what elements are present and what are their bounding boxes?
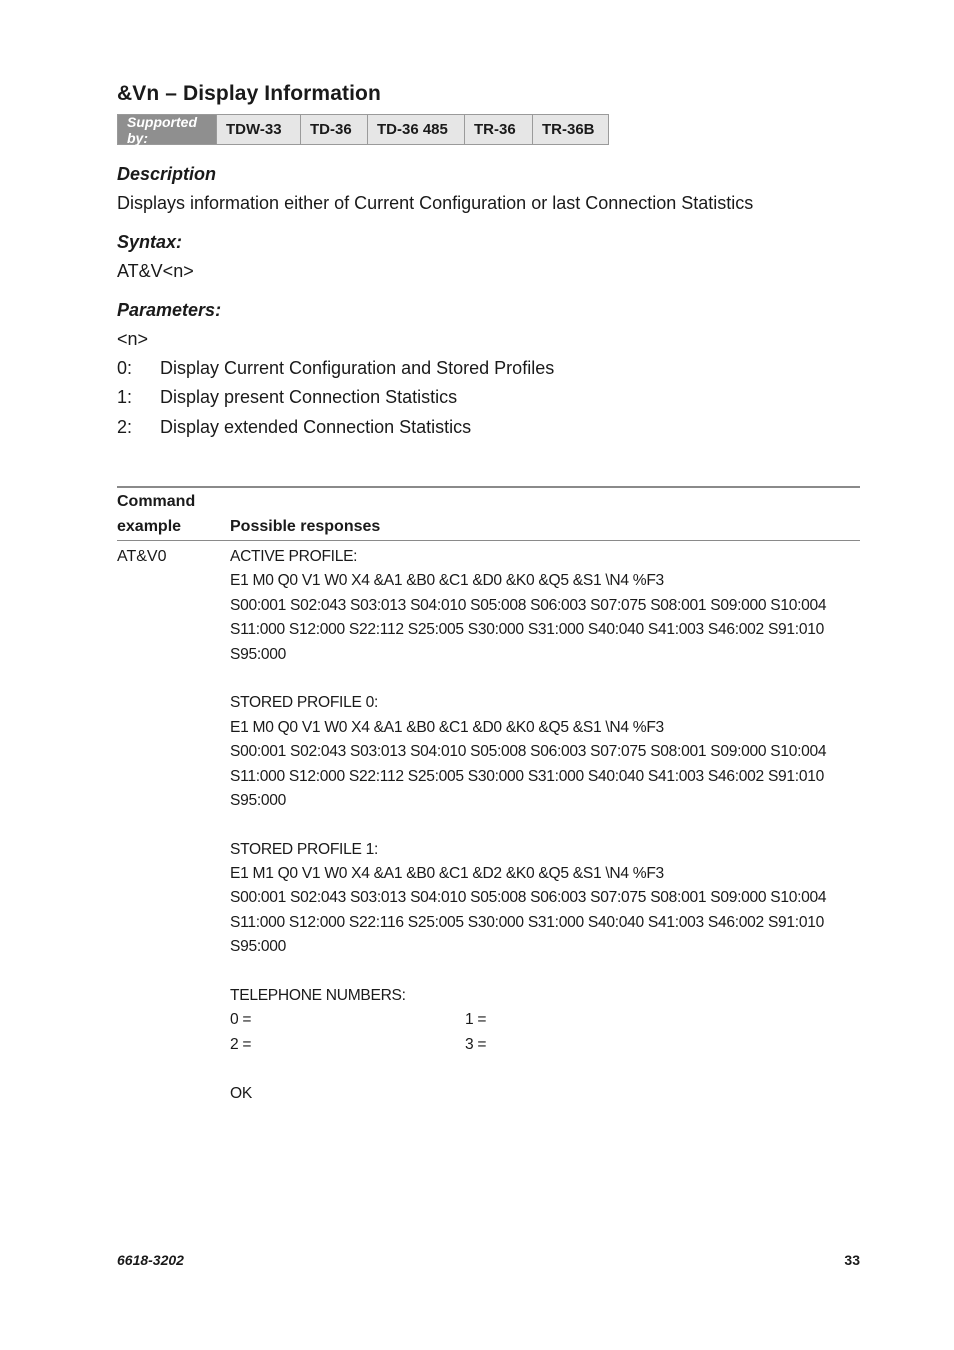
- telephone-slot: 2 =: [230, 1035, 252, 1053]
- response-line: E1 M1 Q0 V1 W0 X4 &A1 &B0 &C1 &D2 &K0 &Q5 &S1 \N4 %F3: [230, 865, 664, 883]
- page-title: &Vn – Display Information: [117, 82, 381, 105]
- response-line: S00:001 S02:043 S03:013 S04:010 S05:008 S06:003 S07:075 S08:001 S09:000 S10:004: [230, 596, 827, 614]
- supported-model: TR-36B: [532, 115, 608, 144]
- response-line: S95:000: [230, 938, 286, 956]
- response-line: S00:001 S02:043 S03:013 S04:010 S05:008 S06:003 S07:075 S08:001 S09:000 S10:004: [230, 743, 827, 761]
- header-line: example: [117, 518, 182, 535]
- response-block: [230, 545, 860, 1106]
- response-line: STORED PROFILE 0:: [230, 694, 378, 712]
- response-ok: OK: [230, 1084, 252, 1102]
- command-example: AT&V0: [117, 548, 167, 565]
- parameter-key: 1:: [117, 387, 133, 407]
- table-header-responses: Possible responses: [230, 518, 381, 535]
- telephone-row: [230, 1008, 860, 1032]
- syntax-heading: Syntax:: [117, 232, 183, 252]
- description-heading: Description: [117, 164, 217, 184]
- page-number: 33: [844, 1252, 860, 1268]
- supported-model: TD-36: [300, 115, 367, 144]
- description-text: Displays information either of Current Configuration or last Connection Statistics: [117, 193, 754, 213]
- telephone-row: [230, 1033, 860, 1057]
- response-line: S11:000 S12:000 S22:112 S25:005 S30:000 S31:000 S40:040 S41:003 S46:002 S91:010: [230, 621, 824, 639]
- spacer: [230, 1057, 860, 1081]
- supported-model: TR-36: [464, 115, 532, 144]
- parameter-item: [117, 417, 471, 438]
- response-line: S11:000 S12:000 S22:116 S25:005 S30:000 S31:000 S40:040 S41:003 S46:002 S91:010: [230, 913, 824, 931]
- spacer: [230, 667, 860, 691]
- document-number: 6618-3202: [117, 1252, 184, 1268]
- response-lines: [230, 545, 860, 1008]
- response-line: STORED PROFILE 1:: [230, 840, 378, 858]
- parameter-item: [117, 358, 554, 379]
- response-line: S95:000: [230, 791, 286, 809]
- response-line: S00:001 S02:043 S03:013 S04:010 S05:008 S06:003 S07:075 S08:001 S09:000 S10:004: [230, 889, 827, 907]
- syntax-text: AT&V<n>: [117, 261, 194, 281]
- response-line: E1 M0 Q0 V1 W0 X4 &A1 &B0 &C1 &D0 &K0 &Q5 &S1 \N4 %F3: [230, 718, 664, 736]
- table-top-rule: [117, 486, 860, 488]
- supported-model: TD-36 485: [367, 115, 464, 144]
- response-line: E1 M0 Q0 V1 W0 X4 &A1 &B0 &C1 &D0 &K0 &Q5 &S1 \N4 %F3: [230, 572, 664, 590]
- table-header-command: [117, 489, 195, 539]
- supported-by-label: Supported by:: [118, 115, 216, 144]
- telephone-slot: 1 =: [465, 1011, 487, 1029]
- parameter-name: <n>: [117, 329, 149, 349]
- supported-model: TDW-33: [216, 115, 300, 144]
- response-line: S95:000: [230, 645, 286, 663]
- response-line: S11:000 S12:000 S22:112 S25:005 S30:000 S31:000 S40:040 S41:003 S46:002 S91:010: [230, 767, 824, 785]
- parameters-heading: Parameters:: [117, 300, 222, 320]
- spacer: [230, 813, 860, 837]
- response-line: ACTIVE PROFILE:: [230, 548, 358, 565]
- parameter-desc: Display present Connection Statistics: [160, 387, 458, 407]
- header-line: Command: [117, 493, 196, 510]
- telephone-slot: 3 =: [465, 1035, 487, 1053]
- table-header-rule: [117, 540, 860, 541]
- telephone-slot: 0 =: [230, 1011, 252, 1029]
- parameter-item: [117, 387, 457, 408]
- parameter-desc: Display Current Configuration and Stored Profiles: [160, 358, 555, 378]
- parameter-key: 0:: [117, 358, 133, 378]
- spacer: [230, 960, 860, 984]
- parameter-desc: Display extended Connection Statistics: [160, 417, 472, 437]
- supported-by-bar: [117, 114, 609, 145]
- response-line: TELEPHONE NUMBERS:: [230, 987, 406, 1005]
- parameter-key: 2:: [117, 417, 133, 437]
